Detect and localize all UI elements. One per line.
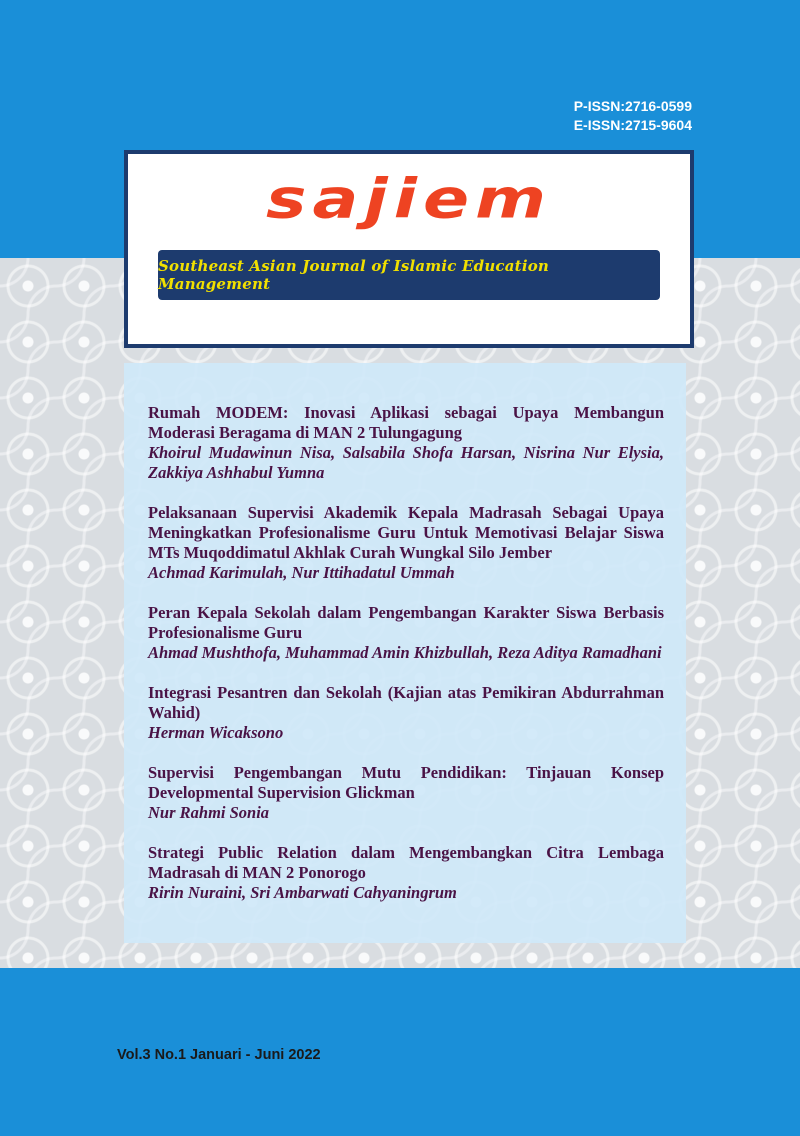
journal-subtitle-bar	[158, 250, 660, 300]
article-authors: Khoirul Mudawinun Nisa, Salsabila Shofa Harsan, Nisrina Nur Elysia, Zakkiya Ashhabul Yumna	[148, 443, 664, 482]
article-authors: Ahmad Mushthofa, Muhammad Amin Khizbullah, Reza Aditya Ramadhani	[148, 643, 662, 662]
article-title: Supervisi Pengembangan Mutu Pendidikan: Tinjauan Konsep Developmental Supervision Glickman	[148, 763, 664, 802]
journal-logo-box	[124, 150, 694, 348]
article-entry	[148, 603, 664, 663]
article-entry	[148, 763, 664, 823]
article-title: Pelaksanaan Supervisi Akademik Kepala Madrasah Sebagai Upaya Meningkatkan Profesionalisme Guru Untuk Memotivasi Belajar Siswa MTs Muqoddimatul Akhlak Curah Wungkal Silo Jember	[148, 503, 664, 562]
article-title: Peran Kepala Sekolah dalam Pengembangan Karakter Siswa Berbasis Profesionalisme Guru	[148, 603, 664, 642]
article-authors: Herman Wicaksono	[148, 723, 284, 742]
article-entry	[148, 403, 664, 483]
volume-issue-label: Vol.3 No.1 Januari - Juni 2022	[117, 1047, 321, 1063]
electronic-issn: E-ISSN:2715-9604	[573, 117, 692, 133]
article-authors: Ririn Nuraini, Sri Ambarwati Cahyaningrum	[148, 883, 457, 902]
article-entry	[148, 843, 664, 903]
article-entry	[148, 503, 664, 583]
journal-logo-wordmark: sajiem	[266, 167, 552, 232]
article-title: Integrasi Pesantren dan Sekolah (Kajian atas Pemikiran Abdurrahman Wahid)	[148, 683, 664, 722]
article-title: Rumah MODEM: Inovasi Aplikasi sebagai Upaya Membangun Moderasi Beragama di MAN 2 Tulungagung	[148, 403, 664, 442]
article-authors: Nur Rahmi Sonia	[148, 803, 270, 822]
table-of-contents-panel	[124, 363, 686, 943]
issn-block	[574, 97, 692, 135]
article-authors: Achmad Karimulah, Nur Ittihadatul Ummah	[148, 563, 455, 582]
print-issn: P-ISSN:2716-0599	[573, 98, 692, 114]
article-list	[148, 403, 664, 923]
article-title: Strategi Public Relation dalam Mengembangkan Citra Lembaga Madrasah di MAN 2 Ponorogo	[148, 843, 664, 882]
journal-full-name: Southeast Asian Journal of Islamic Education Management	[158, 257, 550, 293]
article-entry	[148, 683, 664, 743]
